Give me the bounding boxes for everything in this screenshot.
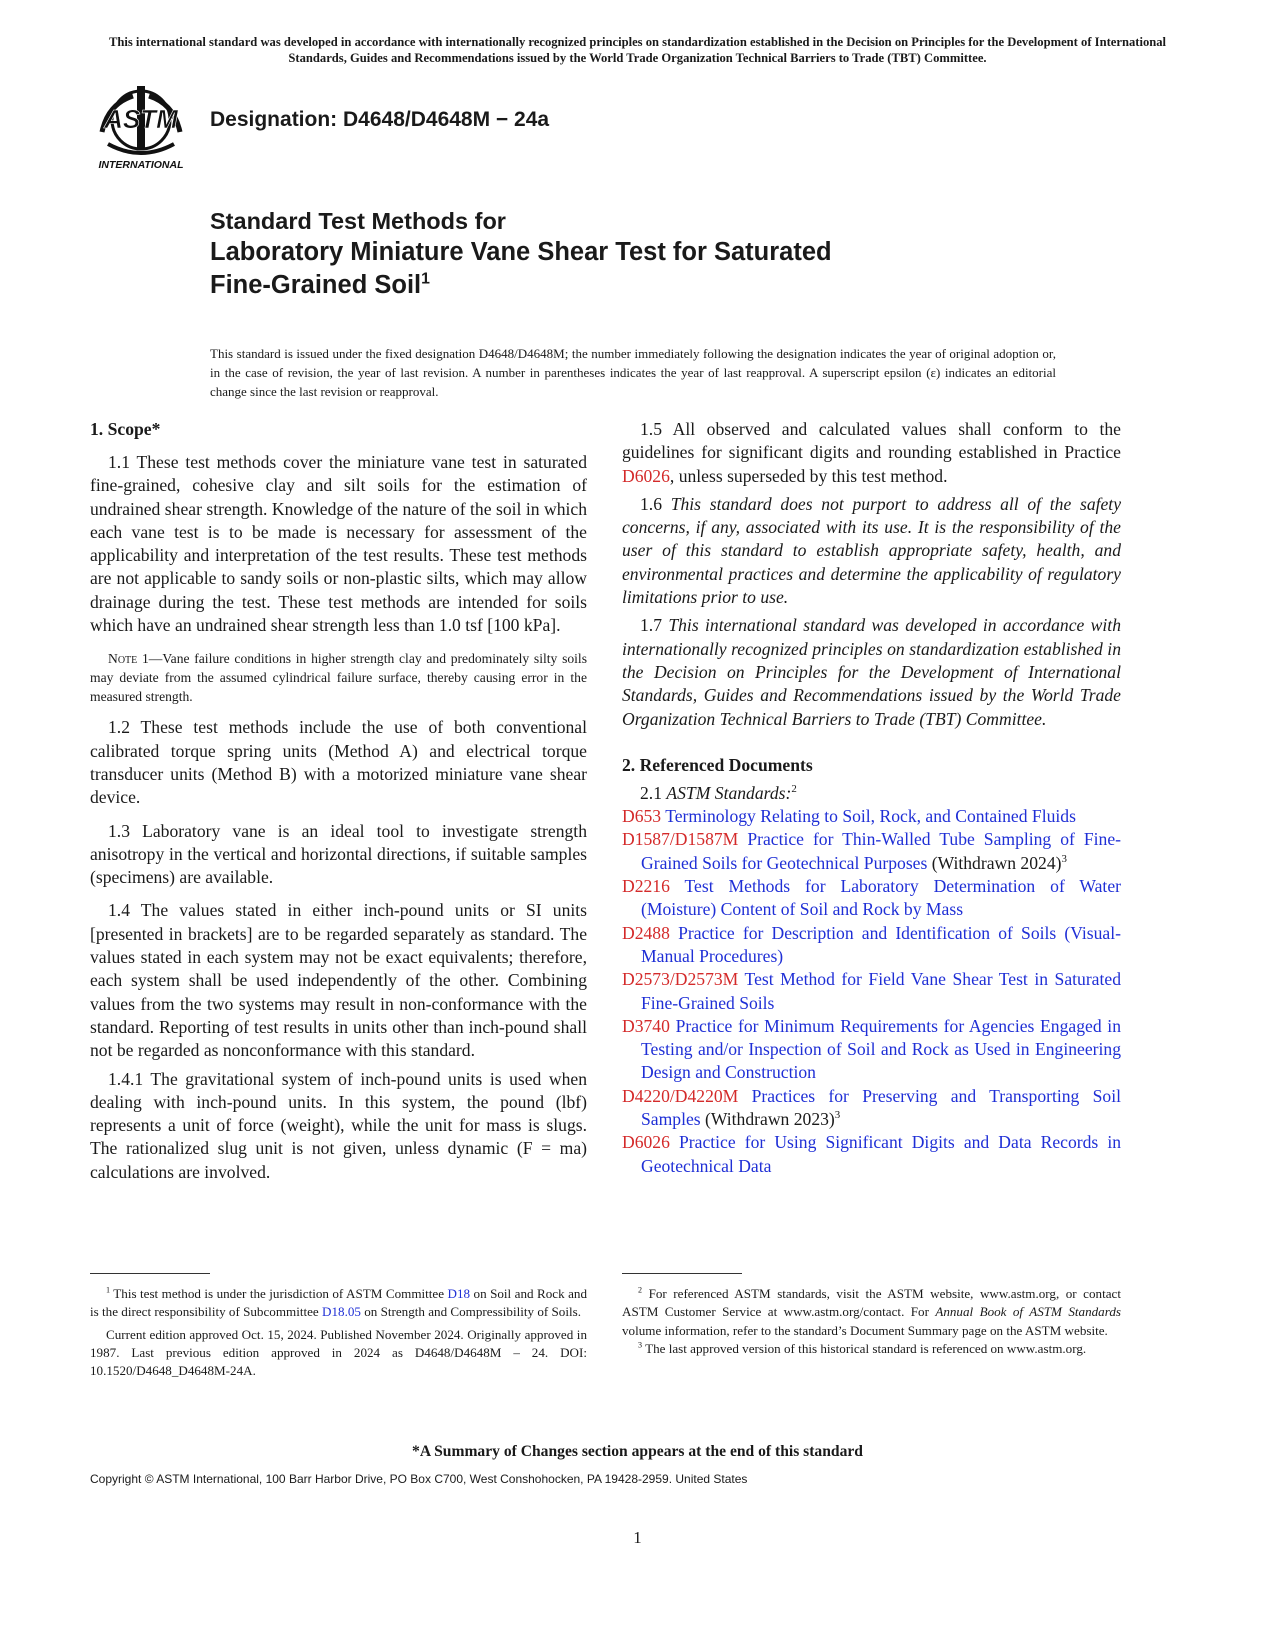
paragraph-1-6-number: 1.6 [640,493,671,514]
section-referenced-heading: 2. Referenced Documents [622,754,813,775]
paragraph-1-2: 1.2 These test methods include the use of both conventional calibrated torque spring units (Method A) and electrical torque transducer units (Method B) with a motorized miniature vane shear device. [90,717,587,808]
paragraph-1-4: 1.4 The values stated in either inch-pound units or SI units [presented in brackets] are to be regarded separately as standard. The values stated in each system may not be exact equivalents; therefore, each system shall be used independently of the other. Combining values from the two systems may result in non-conformance with the standard. Reporting of test results in units other than inch-pound shall not be regarded as nonconformance with this standard. [90,900,587,1061]
reference-code-link[interactable]: D6026 [622,1132,670,1153]
astm-logo [88,82,194,174]
reference-title-link[interactable]: Practice for Minimum Requirements for Agencies Engaged in Testing and/or Inspection of Soil and Rock as Used in Engineering Design and Construction [641,1015,1121,1083]
note-1-label: Note 1 [108,651,149,667]
reference-title-link[interactable]: Test Methods for Laboratory Determination of Water (Moisture) Content of Soil and Rock by Mass [641,876,1121,920]
reference-list [622,805,1121,1178]
reference-status: (Withdrawn 2023) [700,1109,835,1130]
page-number: 1 [633,1528,642,1547]
document-title [210,206,990,302]
footnote-1-text-a: This test method is under the jurisdiction of ASTM Committee [110,1286,448,1301]
reference-title-link[interactable]: Practice for Using Significant Digits and Data Records in Geotechnical Data [641,1132,1122,1176]
reference-code-link[interactable]: D2488 [622,922,670,943]
title-footnote-mark[interactable]: 1 [421,270,430,288]
reference-title-link[interactable]: Practice for Thin-Walled Tube Sampling of Fine-Grained Soils for Geotechnical Purposes [641,829,1121,873]
paragraph-1-3: 1.3 Laboratory vane is an ideal tool to investigate strength anisotropy in the vertical and horizontal directions, if suitable samples (specimens) are available. [90,820,587,888]
reference-title-link[interactable]: Practice for Description and Identification of Soils (Visual-Manual Procedures) [641,922,1121,966]
reference-status: (Withdrawn 2024) [927,852,1062,873]
reference-code-link[interactable]: D4220/D4220M [622,1085,739,1106]
astm-logo-icon [88,82,194,174]
reference-code-link[interactable]: D3740 [622,1015,670,1036]
title-line-1: Standard Test Methods for [210,208,506,234]
paragraph-1-7 [622,614,1121,730]
footnote-3-mark: 3 [638,1340,643,1350]
summary-of-changes-note: *A Summary of Changes section appears at the end of this standard [412,1443,863,1460]
footnote-3 [622,1340,1121,1358]
edition-note: Current edition approved Oct. 15, 2024. Published November 2024. Originally approved in 1987. Last previous edition approved in 2024 as D4648/D4648M – 24. DOI: 10.1520/D4648_D4648M-24A. [90,1326,587,1379]
tbt-notice: This international standard was developed in accordance with internationally recognized principles on standardization established in the Decision on Principles for the Development of International Standards, Guides and Recommendations issued by the World Trade Organization Technical Barriers to Trade (TBT) Committee. [108,35,1167,65]
footnote-1 [90,1285,587,1322]
reference-item [622,968,1121,1015]
section-scope-heading: 1. Scope* [90,419,161,439]
footnote-2 [622,1285,1121,1340]
astm-standards-footnote-mark[interactable]: 2 [791,783,797,795]
designation: Designation: D4648/D4648M − 24a [210,108,550,131]
footnote-rule-left [90,1273,210,1274]
reference-code-link[interactable]: D653 [622,806,662,827]
paragraph-1-6 [622,493,1121,609]
paragraph-1-7-number: 1.7 [640,615,669,636]
d6026-link[interactable]: D6026 [622,465,670,486]
astm-standards-number: 2.1 [640,782,667,803]
paragraph-1-1: 1.1 These test methods cover the miniature vane test in saturated fine-grained, cohesive clay and silt soils for the estimation of undrained shear strength. Knowledge of the nature of the soil in which each vane test is to be made is necessary for assessment of the applicability and interpretation of the test results. These test methods are not applicable to sandy soils or non-plastic silts, which may allow drainage during the test. These test methods are intended for soils which have an undrained shear strength less than 1.0 tsf [100 kPa]. [90,452,587,636]
reference-code-link[interactable]: D1587/D1587M [622,829,739,850]
reference-code-link[interactable]: D2216 [622,876,670,897]
astm-standards-subheading [622,782,1121,805]
reference-item [622,922,1121,969]
paragraph-1-6-text: This standard does not purport to address all of the safety concerns, if any, associated with its use. It is the responsibility of the user of this standard to establish appropriate safety, health, and environmental practices and determine the applicability of regulatory limitations prior to use. [622,493,1122,608]
title-line-2: Laboratory Miniature Vane Shear Test for Saturated [210,238,832,266]
reference-footnote-mark[interactable]: 3 [834,1109,841,1122]
svg-text:ASTM: ASTM [104,104,178,134]
footnote-2-italic: Annual Book of ASTM Standards [935,1304,1121,1320]
paragraph-1-5-text-b: , unless superseded by this test method. [669,465,948,486]
reference-item [622,875,1121,922]
paragraph-1-7-text: This international standard was developed in accordance with internationally recognized principles on standardization established in the Decision on Principles for the Development of International Standards, Guides and Recommendations issued by the World Trade Organization Technical Barriers to Trade (TBT) Committee. [622,615,1121,729]
committee-d18-link[interactable]: D18 [447,1286,471,1301]
footnotes-left [90,1285,587,1380]
footnote-1-text-b: on Soil and Rock and is the direct responsibility of Subcommittee [90,1286,588,1320]
footnote-1-text-c: on Strength and Compressibility of Soils. [360,1304,581,1320]
subcommittee-d18-05-link[interactable]: D18.05 [322,1304,361,1320]
footnote-3-text: The last approved version of this historical standard is referenced on www.astm.org. [642,1340,1087,1356]
paragraph-1-4-1: 1.4.1 The gravitational system of inch-pound units is used when dealing with inch-pound units. In this system, the pound (lbf) represents a unit of force (weight), while the unit for mass is slugs. The rationalized slug unit is not given, unless dynamic (F = ma) calculations are involved. [90,1068,587,1182]
title-line-3 [210,269,990,302]
reference-item [622,1131,1121,1178]
paragraph-1-5-text-a: 1.5 All observed and calculated values shall conform to the guidelines for significant digits and rounding established in Practice [622,419,1121,463]
reference-title-link[interactable]: Terminology Relating to Soil, Rock, and Contained Fluids [665,806,1076,827]
left-column [90,418,587,1184]
paragraph-1-5 [622,418,1121,488]
footnote-1-mark: 1 [106,1285,111,1295]
astm-standards-label: ASTM Standards: [666,782,792,803]
note-1 [90,649,587,706]
reference-footnote-mark[interactable]: 3 [1061,852,1067,865]
footnote-rule-right [622,1273,742,1274]
footnotes-right [622,1285,1121,1358]
reference-item [622,1015,1121,1085]
footnote-2-mark: 2 [638,1285,643,1295]
reference-item [622,828,1121,875]
reference-item [622,1085,1121,1132]
reference-title-link[interactable]: Practices for Preserving and Transporting Soil Samples [641,1085,1121,1130]
footnote-2-text-a: For referenced ASTM standards, visit the ASTM website, www.astm.org, or contact ASTM Customer Service at www.astm.org/contact. For [622,1286,1121,1320]
copyright-line: Copyright © ASTM International, 100 Barr Harbor Drive, PO Box C700, West Conshohocken, PA 19428-2959. United States [90,1472,748,1486]
right-column [622,418,1121,1178]
reference-title-link[interactable]: Test Method for Field Vane Shear Test in Saturated Fine-Grained Soils [641,969,1121,1013]
reference-item [622,805,1121,828]
reference-code-link[interactable]: D2573/D2573M [622,969,739,990]
title-line-3-text: Fine-Grained Soil [210,271,422,299]
svg-text:INTERNATIONAL: INTERNATIONAL [98,159,184,171]
footnote-2-text-b: volume information, refer to the standard’s Document Summary page on the ASTM website. [622,1322,1108,1338]
issue-note: This standard is issued under the fixed designation D4648/D4648M; the number immediately following the designation indicates the year of original adoption or, in the case of revision, the year of last revision. A number in parentheses indicates the year of last reapproval. A superscript epsilon (ε) indicates an editorial change since the last revision or reapproval. [210,346,1056,399]
note-1-text: —Vane failure conditions in higher strength clay and predominately silty soils may deviate from the assumed cylindrical failure surface, thereby causing error in the measured strength. [90,651,587,705]
